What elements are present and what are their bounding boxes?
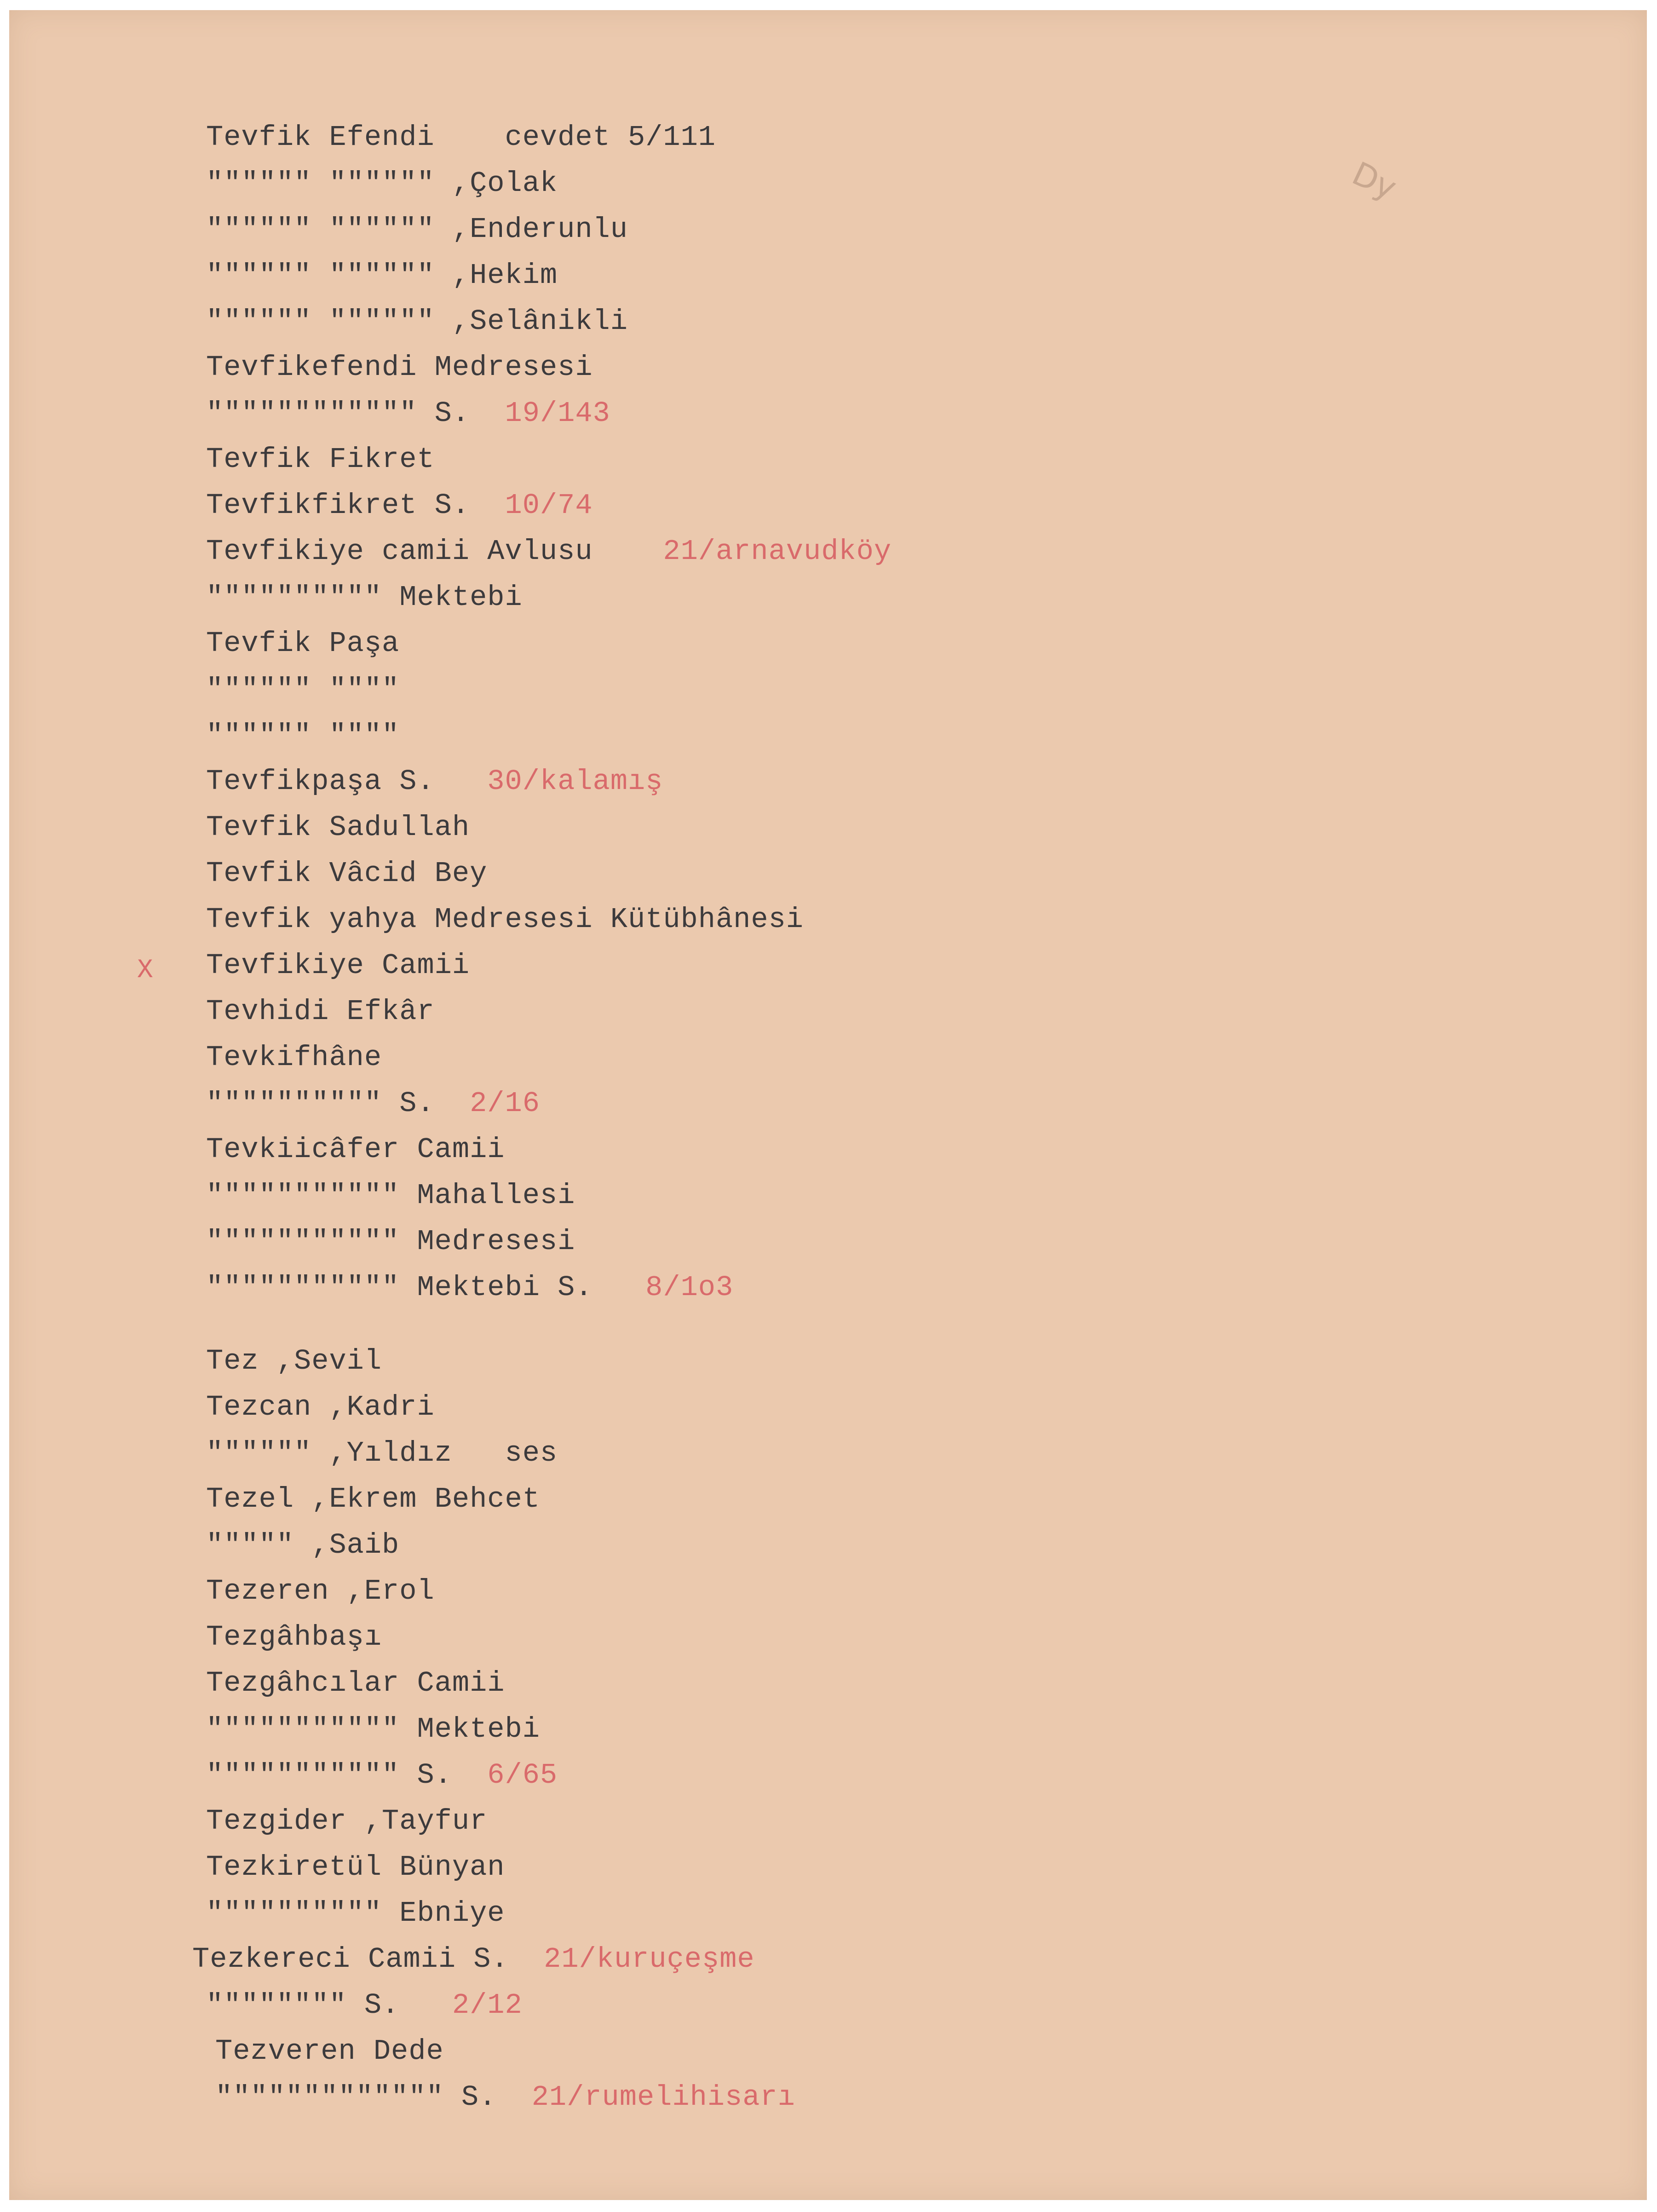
list-item [206, 445, 435, 474]
entry-text: Tevfikfikret S. [206, 489, 505, 522]
entry-text: """""" """""" ,Çolak [206, 167, 558, 200]
entry-text: Tevfik Paşa [206, 627, 400, 660]
entry-text: Tevhidi Efkâr [206, 995, 435, 1028]
list-item [206, 1439, 558, 1468]
list-item [206, 721, 399, 750]
list-item [206, 813, 470, 842]
entry-text: """""""""""" S. [206, 397, 505, 430]
list-item [206, 1899, 505, 1928]
reference-note: 2/16 [470, 1087, 540, 1120]
entry-text: Tez ,Sevil [206, 1345, 382, 1377]
list-item [206, 1273, 733, 1302]
list-item [206, 1347, 382, 1376]
list-item [206, 1669, 505, 1698]
reference-note: 8/1o3 [645, 1271, 734, 1304]
reference-note: 30/kalamış [487, 765, 663, 798]
list-item [206, 583, 523, 612]
list-item [206, 123, 716, 152]
list-item [206, 353, 593, 382]
entry-text: """""" """""" ,Hekim [206, 259, 558, 292]
entry-text: Tezkereci Camii S. [192, 1943, 544, 1976]
reference-note: 19/143 [505, 397, 610, 430]
entry-text: """"""""""" Mektebi [206, 1713, 540, 1745]
list-item [206, 1043, 382, 1072]
list-item [215, 2037, 444, 2066]
reference-note: 10/74 [505, 489, 593, 522]
pencil-note: Dy [1346, 154, 1403, 207]
list-item [206, 537, 892, 566]
list-item [206, 1227, 575, 1256]
list-item [206, 1135, 505, 1164]
entry-text: """"""""""""" S. [215, 2081, 532, 2114]
list-item [206, 767, 663, 796]
list-item [206, 1531, 399, 1560]
entry-text: """""""""" Mektebi [206, 581, 523, 614]
entry-text: Tezkiretül Bünyan [206, 1851, 505, 1884]
reference-note: 6/65 [487, 1759, 558, 1791]
list-item [206, 1991, 523, 2020]
list-item [206, 1577, 435, 1606]
list-item [206, 1807, 487, 1836]
entry-text: """""""""" Ebniye [206, 1897, 505, 1930]
list-item [206, 1181, 575, 1210]
entry-text: Tevkiicâfer Camii [206, 1133, 505, 1166]
reference-note: 2/12 [452, 1989, 523, 2022]
entry-text: Tezveren Dede [215, 2035, 444, 2068]
list-item [206, 261, 558, 290]
list-item [206, 215, 628, 244]
entry-text: Tevfikpaşa S. [206, 765, 488, 798]
entry-text: """"""""""" Mahallesi [206, 1179, 575, 1212]
entry-text: Tezgider ,Tayfur [206, 1805, 488, 1838]
list-item [206, 675, 399, 704]
paper-sheet [9, 10, 1647, 2200]
list-item [206, 307, 628, 336]
list-item [206, 1715, 540, 1744]
entry-text: """""""" S. [206, 1989, 452, 2022]
list-item [206, 1393, 435, 1422]
entry-text: Tezgâhcılar Camii [206, 1667, 505, 1699]
list-item [206, 629, 399, 658]
list-item [206, 951, 470, 980]
entry-text: """"""""""" Medresesi [206, 1225, 575, 1258]
entry-text: """""" """" [206, 673, 400, 706]
entry-text: """""" ,Yıldız ses [206, 1437, 558, 1469]
entry-text: Tevkifhâne [206, 1041, 382, 1074]
entry-text: """""" """" [206, 719, 400, 752]
list-item [206, 1761, 558, 1790]
list-item [206, 859, 487, 888]
list-item [206, 1853, 505, 1882]
list-item [206, 1485, 540, 1514]
entry-text: Tevfik Sadullah [206, 811, 470, 844]
entry-text: Tevfikefendi Medresesi [206, 351, 593, 384]
list-item [206, 905, 804, 934]
entry-text: Tevfik Fikret [206, 443, 435, 476]
entry-text: Tezeren ,Erol [206, 1575, 435, 1607]
margin-mark: X [137, 956, 153, 985]
entry-text: Tezel ,Ekrem Behcet [206, 1483, 540, 1515]
entry-text: Tezgâhbaşı [206, 1621, 382, 1653]
entry-text: """""" """""" ,Selânikli [206, 305, 628, 338]
entry-text: """""" """""" ,Enderunlu [206, 213, 628, 246]
entry-text: Tevfik Efendi cevdet 5/111 [206, 121, 716, 154]
entry-text: """"""""""" Mektebi S. [206, 1271, 646, 1304]
reference-note: 21/rumelihisarı [531, 2081, 795, 2114]
entry-text: """"" ,Saib [206, 1529, 400, 1561]
entry-text: Tevfik yahya Medresesi Kütübhânesi [206, 903, 804, 936]
list-item [206, 1089, 540, 1118]
entry-text: """""""""" S. [206, 1087, 470, 1120]
list-item [192, 1945, 755, 1974]
entry-text: """"""""""" S. [206, 1759, 488, 1791]
list-item [206, 399, 610, 428]
entry-text: Tevfik Vâcid Bey [206, 857, 488, 890]
list-item [215, 2083, 795, 2112]
list-item [206, 169, 558, 198]
entry-text: Tezcan ,Kadri [206, 1391, 435, 1423]
reference-note: 21/kuruçeşme [544, 1943, 755, 1976]
list-item [206, 491, 593, 520]
list-item [206, 1623, 382, 1652]
reference-note: 21/arnavudköy [663, 535, 892, 568]
entry-text: Tevfikiye camii Avlusu [206, 535, 663, 568]
list-item [206, 997, 435, 1026]
entry-text: Tevfikiye Camii [206, 949, 470, 982]
